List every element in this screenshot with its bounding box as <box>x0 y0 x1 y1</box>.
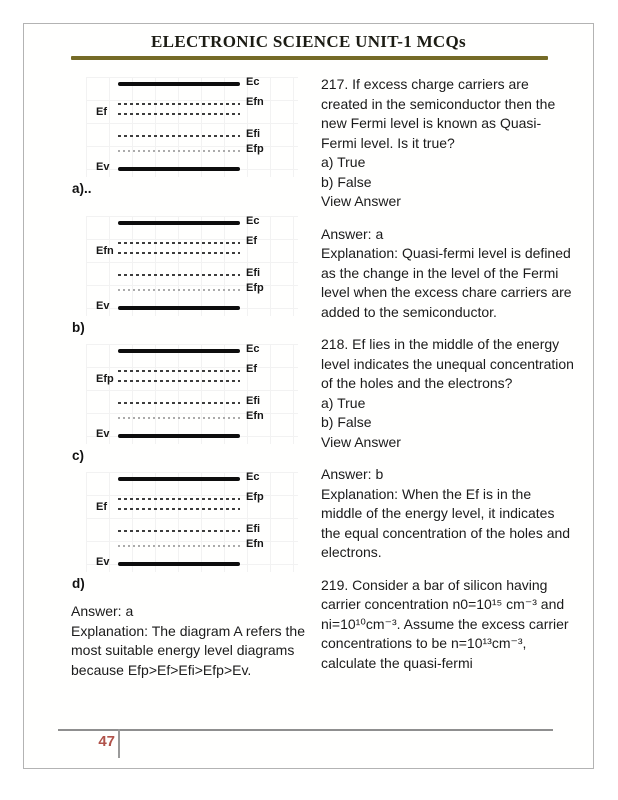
title-underline-rule <box>71 56 548 60</box>
level-line <box>118 530 240 532</box>
answer-text: Answer: b <box>321 466 384 482</box>
energy-diagram-b <box>72 215 298 335</box>
energy-diagram-plot <box>86 344 298 444</box>
answer-text: Answer: a <box>321 225 384 242</box>
diagram-label-c: c) <box>72 448 85 463</box>
level-line <box>118 274 240 276</box>
explanation-text: Explanation: When the Ef is in the middle of the energy level, it indicates the equal concentration of the holes and electrons. <box>321 485 571 560</box>
option-b: b) False <box>321 173 372 190</box>
option-a: a) True <box>321 154 366 170</box>
level-line <box>118 402 240 404</box>
left-answer-block <box>71 602 317 680</box>
level-label: Efn <box>246 538 264 550</box>
level-label: Efi <box>246 267 261 279</box>
page-number: 47 <box>98 733 115 750</box>
diagram-label-b: b) <box>72 320 85 335</box>
level-line <box>118 417 240 419</box>
level-label: Efp <box>246 282 264 294</box>
level-label: Efn <box>96 245 114 257</box>
footer-rule <box>58 729 553 731</box>
diagram-label-a: a).. <box>72 181 92 196</box>
right-column <box>321 75 575 686</box>
level-line <box>118 150 240 152</box>
level-label: Ef <box>246 235 257 247</box>
level-label: Ef <box>246 363 257 375</box>
level-label: Efi <box>246 395 261 407</box>
question-text: 218. Ef lies in the middle of the energy level indicates the unequal concentration of the holes and the electrons? <box>321 336 574 391</box>
level-label: Ev <box>96 556 110 568</box>
level-line <box>118 103 240 105</box>
level-label: Ev <box>96 161 110 173</box>
answer-text: Answer: a <box>71 603 134 619</box>
level-line <box>118 82 240 86</box>
level-line <box>118 370 240 372</box>
level-line <box>118 242 240 244</box>
level-line <box>118 434 240 438</box>
view-answer-link[interactable]: View Answer <box>321 433 401 450</box>
question-219 <box>321 576 575 674</box>
question-217 <box>321 75 575 212</box>
option-b: b) False <box>321 414 372 430</box>
level-label: Efp <box>246 491 264 503</box>
question-text: 217. If excess charge carriers are created in the semiconductor then the new Fermi level is known as Quasi-Fermi level. Is it true? <box>321 76 556 151</box>
level-line <box>118 508 240 510</box>
view-answer-link[interactable]: View Answer <box>321 193 401 209</box>
level-line <box>118 167 240 171</box>
level-line <box>118 349 240 353</box>
energy-diagram-d <box>72 471 298 591</box>
level-label: Efp <box>246 143 264 155</box>
answer-217 <box>321 225 575 323</box>
level-line <box>118 221 240 225</box>
answer-218 <box>321 465 575 563</box>
page-title: ELECTRONIC SCIENCE UNIT-1 MCQs <box>151 32 466 51</box>
level-label: Ev <box>96 428 110 440</box>
level-label: Ef <box>96 106 107 118</box>
level-line <box>118 135 240 137</box>
level-line <box>118 113 240 115</box>
level-line <box>118 380 240 382</box>
energy-diagram-plot <box>86 216 298 316</box>
energy-diagram-plot <box>86 77 298 177</box>
level-line <box>118 545 240 547</box>
level-label: Ec <box>246 471 260 483</box>
level-line <box>118 562 240 566</box>
level-line <box>118 477 240 481</box>
question-text: 219. Consider a bar of silicon having carrier concentration n0=10¹⁵ cm⁻³ and ni=10¹⁰cm⁻³. Assume the excess carrier concentrations to be n=10¹³cm⁻³, calculate the quasi-fermi <box>321 576 569 671</box>
level-label: Ef <box>96 501 107 513</box>
level-line <box>118 252 240 254</box>
option-a: a) True <box>321 394 366 411</box>
explanation-text: Explanation: Quasi-fermi level is defined as the change in the level of the Fermi level when the excess chare carriers are added to the semiconductor. <box>321 245 572 320</box>
document-page <box>23 23 594 769</box>
explanation-text: Explanation: The diagram A refers the most suitable energy level diagrams because Efp>Ef>Efi>Efp>Ev. <box>71 622 305 678</box>
level-label: Efp <box>96 373 114 385</box>
page-number-divider <box>118 729 120 758</box>
energy-diagram-c <box>72 343 298 463</box>
level-line <box>118 498 240 500</box>
level-line <box>118 306 240 310</box>
level-label: Ec <box>246 215 260 227</box>
level-label: Efi <box>246 523 261 535</box>
level-label: Efn <box>246 96 264 108</box>
level-line <box>118 289 240 291</box>
level-label: Ec <box>246 343 260 355</box>
level-label: Efi <box>246 128 261 140</box>
energy-diagram-plot <box>86 472 298 572</box>
level-label: Ec <box>246 76 260 88</box>
question-218 <box>321 335 575 452</box>
diagram-label-d: d) <box>72 576 85 591</box>
level-label: Ev <box>96 300 110 312</box>
level-label: Efn <box>246 410 264 422</box>
energy-diagram-a <box>72 76 298 196</box>
